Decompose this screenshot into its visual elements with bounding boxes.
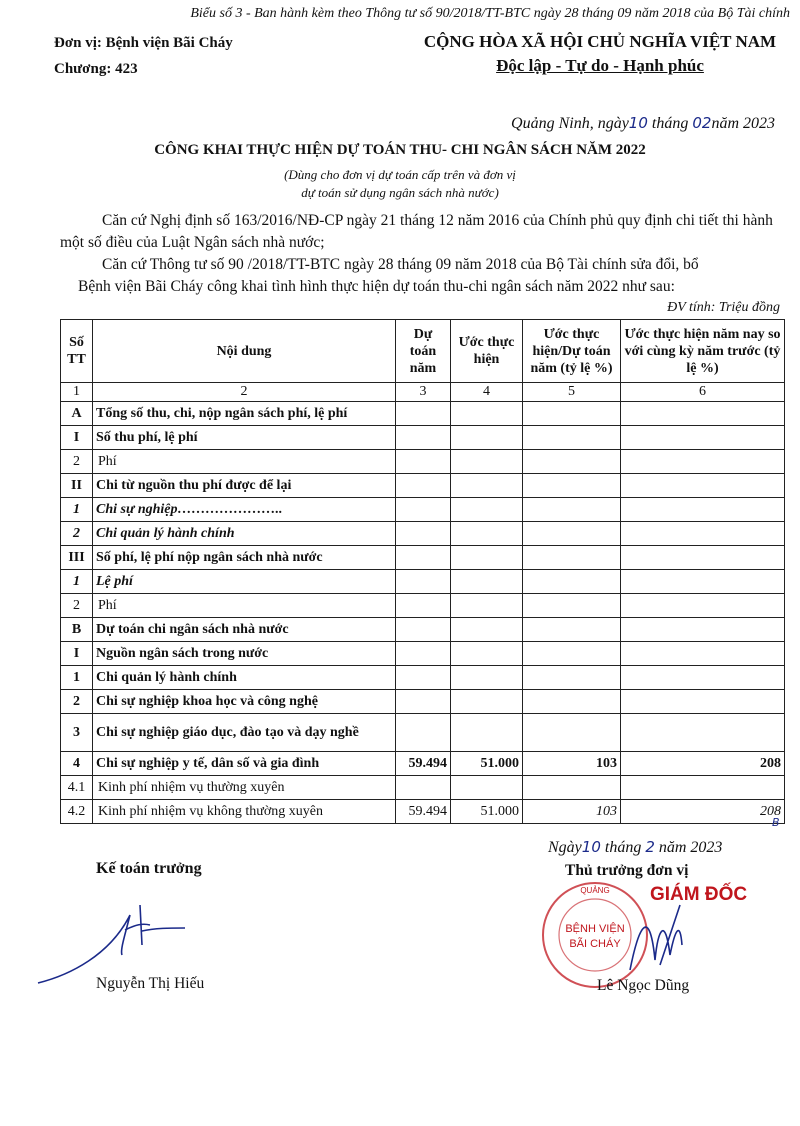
table-row (61, 714, 785, 752)
table-row (61, 474, 785, 498)
table-row (61, 618, 785, 642)
table-row (61, 666, 785, 690)
row-budget (396, 714, 451, 752)
row-estimate (451, 450, 523, 474)
row-content: Chi quản lý hành chính (93, 666, 396, 690)
row-content: Chi sự nghiệp khoa học và công nghệ (93, 690, 396, 714)
chief-accountant-title: Kế toán trưởng (96, 860, 202, 877)
motto: Độc lập - Tự do - Hạnh phúc (496, 56, 704, 75)
table-row (61, 426, 785, 450)
svg-text:QUẢNG: QUẢNG (580, 886, 610, 895)
header-content: Nội dung (93, 320, 396, 383)
svg-text:BỆNH VIỆN: BỆNH VIỆN (565, 923, 625, 935)
row-estimate (451, 570, 523, 594)
row-ratio-prev-year (621, 690, 785, 714)
row-ratio-budget (523, 450, 621, 474)
row-stt: 2 (61, 594, 93, 618)
row-content: Số thu phí, lệ phí (93, 426, 396, 450)
row-estimate (451, 522, 523, 546)
row-ratio-prev-year (621, 666, 785, 690)
row-estimate: 51.000 (451, 752, 523, 776)
row-ratio-budget (523, 666, 621, 690)
row-content: Kinh phí nhiệm vụ không thường xuyên (93, 800, 396, 824)
row-budget (396, 546, 451, 570)
row-ratio-budget (523, 474, 621, 498)
row-ratio-budget (523, 776, 621, 800)
row-budget (396, 570, 451, 594)
row-ratio-prev-year (621, 450, 785, 474)
row-ratio-budget (523, 546, 621, 570)
header-estimate: Ước thực hiện (451, 320, 523, 383)
row-estimate (451, 690, 523, 714)
row-budget (396, 498, 451, 522)
row-budget (396, 776, 451, 800)
row-budget (396, 474, 451, 498)
unit-line: Đơn vị: Bệnh viện Bãi Cháy (54, 35, 233, 51)
row-ratio-budget (523, 402, 621, 426)
date-day-handwritten: 10 (628, 114, 648, 132)
row-ratio-prev-year (621, 714, 785, 752)
row-stt: A (61, 402, 93, 426)
row-ratio-budget (523, 714, 621, 752)
row-ratio-budget (523, 594, 621, 618)
row-budget (396, 642, 451, 666)
unit-note: ĐV tính: Triệu đồng (667, 300, 780, 315)
column-number-row: 1 2 3 4 5 6 (61, 383, 785, 402)
row-content: Phí (93, 450, 396, 474)
row-ratio-prev-year (621, 618, 785, 642)
row-estimate (451, 498, 523, 522)
row-content: Chi quản lý hành chính (93, 522, 396, 546)
row-budget (396, 450, 451, 474)
header-stt: Số TT (61, 320, 93, 383)
row-ratio-prev-year: 208 (621, 752, 785, 776)
row-budget (396, 402, 451, 426)
row-stt: 2 (61, 450, 93, 474)
table-row (61, 570, 785, 594)
table-header-row (61, 320, 785, 383)
header-ratio-prev-year: Ước thực hiện năm nay so với cùng kỳ năm trước (tỷ lệ %) (621, 320, 785, 383)
row-content: Chi từ nguồn thu phí được để lại (93, 474, 396, 498)
row-ratio-budget: 103 (523, 800, 621, 824)
table-row (61, 800, 785, 824)
head-of-unit-name: Lê Ngọc Dũng (597, 977, 690, 994)
head-of-unit-title: Thủ trưởng đơn vị (565, 862, 689, 879)
legal-basis-paragraph-2: Căn cứ Thông tư số 90 /2018/TT-BTC ngày 28 tháng 09 năm 2018 của Bộ Tài chính sửa đổi, bổ (102, 256, 699, 273)
row-ratio-prev-year: 208 (621, 800, 785, 824)
row-stt: I (61, 426, 93, 450)
date-month-handwritten: 02 (692, 114, 712, 132)
row-ratio-budget (523, 690, 621, 714)
row-stt: II (61, 474, 93, 498)
row-budget (396, 618, 451, 642)
chapter-line: Chương: 423 (54, 61, 138, 77)
row-content: Nguồn ngân sách trong nước (93, 642, 396, 666)
row-estimate (451, 546, 523, 570)
row-ratio-prev-year (621, 776, 785, 800)
row-ratio-budget (523, 522, 621, 546)
header-ratio-budget: Ước thực hiện/Dự toán năm (tỷ lệ %) (523, 320, 621, 383)
table-row (61, 546, 785, 570)
row-budget (396, 666, 451, 690)
row-ratio-budget (523, 498, 621, 522)
row-ratio-budget (523, 618, 621, 642)
row-ratio-budget (523, 426, 621, 450)
row-ratio-prev-year (621, 570, 785, 594)
row-budget (396, 522, 451, 546)
row-stt: 4.1 (61, 776, 93, 800)
row-content: Dự toán chi ngân sách nhà nước (93, 618, 396, 642)
header-budget: Dự toán năm (396, 320, 451, 383)
row-ratio-prev-year (621, 594, 785, 618)
row-estimate (451, 776, 523, 800)
director-stamp-text: GIÁM ĐỐC (650, 884, 748, 905)
row-estimate (451, 426, 523, 450)
chief-accountant-name: Nguyễn Thị Hiếu (96, 975, 205, 992)
row-content: Tổng số thu, chi, nộp ngân sách phí, lệ phí (93, 402, 396, 426)
table-row (61, 752, 785, 776)
row-stt: 2 (61, 522, 93, 546)
director-signature (620, 900, 700, 985)
disclosure-statement: Bệnh viện Bãi Cháy công khai tình hình thực hiện dự toán thu-chi ngân sách năm 2022 như sau: (78, 278, 675, 295)
row-stt: 2 (61, 690, 93, 714)
row-ratio-prev-year (621, 522, 785, 546)
row-budget (396, 426, 451, 450)
row-estimate (451, 618, 523, 642)
organization-block (54, 30, 233, 82)
row-ratio-budget (523, 570, 621, 594)
row-estimate (451, 402, 523, 426)
row-stt: 4 (61, 752, 93, 776)
row-content: Chi sự nghiệp giáo dục, đào tạo và dạy nghề (93, 714, 396, 752)
row-content: Chi sự nghiệp y tế, dân số và gia đình (93, 752, 396, 776)
form-reference-note: Biểu số 3 - Ban hành kèm theo Thông tư số 90/2018/TT-BTC ngày 28 tháng 09 năm 2018 của Bộ Tài chính (190, 6, 790, 21)
row-estimate (451, 666, 523, 690)
table-row (61, 594, 785, 618)
row-content: Kinh phí nhiệm vụ thường xuyên (93, 776, 396, 800)
table-row (61, 450, 785, 474)
row-content: Phí (93, 594, 396, 618)
table-row (61, 522, 785, 546)
table-row (61, 498, 785, 522)
row-stt: 1 (61, 570, 93, 594)
budget-table (60, 319, 785, 824)
row-stt: 3 (61, 714, 93, 752)
document-title: CÔNG KHAI THỰC HIỆN DỰ TOÁN THU- CHI NGÂN SÁCH NĂM 2022 (154, 142, 646, 158)
row-stt: B (61, 618, 93, 642)
row-content: Chi sự nghiệp………………….. (93, 498, 396, 522)
row-stt: 1 (61, 498, 93, 522)
table-row (61, 776, 785, 800)
row-estimate (451, 714, 523, 752)
row-budget: 59.494 (396, 752, 451, 776)
row-estimate: 51.000 (451, 800, 523, 824)
page-mark: B (772, 816, 780, 829)
row-estimate (451, 474, 523, 498)
row-budget: 59.494 (396, 800, 451, 824)
svg-text:BÃI CHÁY: BÃI CHÁY (569, 938, 621, 950)
row-stt: 4.2 (61, 800, 93, 824)
row-ratio-prev-year (621, 498, 785, 522)
row-estimate (451, 642, 523, 666)
row-ratio-prev-year (621, 546, 785, 570)
nation-name: CỘNG HÒA XÃ HỘI CHỦ NGHĨA VIỆT NAM (423, 32, 777, 51)
row-content: Lệ phí (93, 570, 396, 594)
national-heading (405, 30, 795, 78)
row-stt: I (61, 642, 93, 666)
row-ratio-prev-year (621, 642, 785, 666)
row-estimate (451, 594, 523, 618)
table-row (61, 690, 785, 714)
row-ratio-prev-year (621, 474, 785, 498)
document-subtitle: (Dùng cho đơn vị dự toán cấp trên và đơn vị dự toán sử dụng ngân sách nhà nước) (284, 167, 516, 200)
row-ratio-prev-year (621, 426, 785, 450)
row-budget (396, 594, 451, 618)
row-ratio-budget: 103 (523, 752, 621, 776)
row-ratio-budget (523, 642, 621, 666)
row-budget (396, 690, 451, 714)
signature-date: Ngày10 tháng 2 năm 2023 (548, 838, 723, 856)
row-content: Số phí, lệ phí nộp ngân sách nhà nước (93, 546, 396, 570)
document-date: Quảng Ninh, ngày10 tháng 02năm 2023 (511, 114, 775, 132)
table-row (61, 402, 785, 426)
row-ratio-prev-year (621, 402, 785, 426)
row-stt: 1 (61, 666, 93, 690)
table-row (61, 642, 785, 666)
legal-basis-paragraph-1: Căn cứ Nghị định số 163/2016/NĐ-CP ngày 21 tháng 12 năm 2016 của Chính phủ quy định chi tiết thi hành một số điều của Luật Ngân sách nhà nước; (60, 212, 773, 251)
row-stt: III (61, 546, 93, 570)
